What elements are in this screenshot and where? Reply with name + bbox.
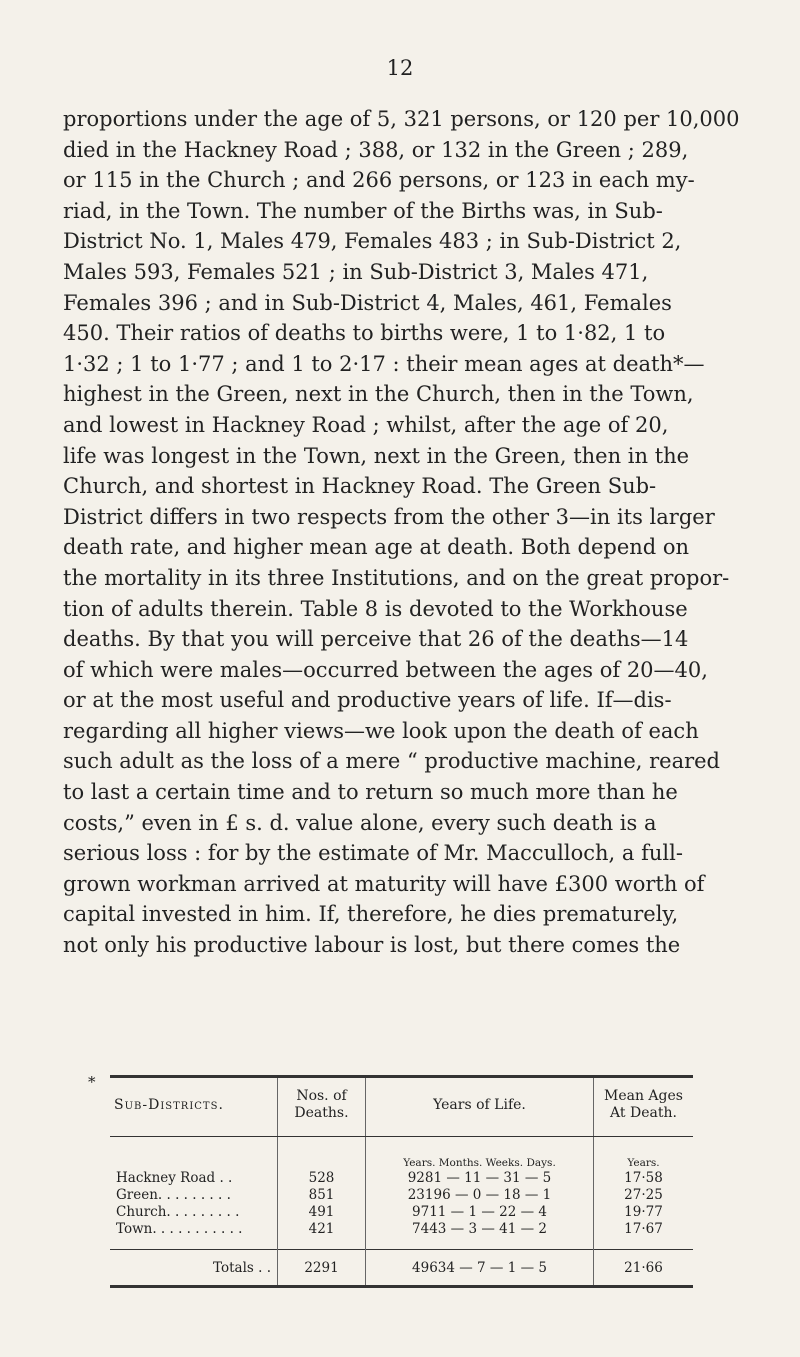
row-mean: 17·58 (624, 1169, 663, 1186)
text-line: life was longest in the Town, next in the Green, then in the (63, 443, 690, 468)
header-subdistricts: Sub-Districts. (110, 1078, 278, 1137)
spacer-row (110, 1237, 693, 1250)
text-line: capital invested in him. If, therefore, he dies prematurely, (63, 902, 679, 927)
text-line: District differs in two respects from the other 3—in its larger (63, 504, 715, 529)
totals-life: 49634 — 7 — 1 — 5 (366, 1250, 594, 1286)
row-life: 9711 — 1 — 22 — 4 (366, 1203, 594, 1220)
text-line: died in the Hackney Road ; 388, or 132 in the Green ; 289, (63, 137, 689, 162)
text-line: the mortality in its three Institutions, and on the great propor- (63, 565, 730, 590)
row-name: Green. . . . . . . . . (110, 1186, 278, 1203)
row-mean: 19·77 (624, 1203, 663, 1220)
text-line: highest in the Green, next in the Church, then in the Town, (63, 382, 694, 407)
text-line: such adult as the loss of a mere “ productive machine, reared (63, 749, 720, 774)
text-line: 450. Their ratios of deaths to births were, 1 to 1·82, 1 to (63, 321, 666, 346)
totals-label: Totals . . (110, 1250, 278, 1286)
text-line: riad, in the Town. The number of the Births was, in Sub- (63, 198, 663, 223)
table-row (110, 1203, 693, 1220)
text-line: Males 593, Females 521 ; in Sub-District 3, Males 471, (63, 259, 649, 284)
header-mean-age: Mean Ages At Death. (594, 1078, 694, 1137)
header-deaths: Nos. of Deaths. (278, 1078, 366, 1137)
row-name: Hackney Road . . (110, 1169, 278, 1186)
text-line: or 115 in the Church ; and 266 persons, or 123 in each my- (63, 168, 695, 193)
row-mean: 27·25 (624, 1186, 663, 1203)
text-line: not only his productive labour is lost, but there comes the (63, 933, 681, 958)
text-line: or at the most useful and productive years of life. If—dis- (63, 688, 672, 713)
footnote-mark: * (88, 1073, 96, 1091)
row-deaths: 851 (278, 1186, 366, 1203)
footnote-table (110, 1075, 693, 1288)
text-line: death rate, and higher mean age at death. Both depend on (63, 535, 690, 560)
body-text (63, 104, 743, 961)
row-deaths: 491 (278, 1203, 366, 1220)
row-mean: 17·67 (624, 1220, 663, 1237)
text-line: and lowest in Hackney Road ; whilst, after the age of 20, (63, 412, 669, 437)
table-row (110, 1169, 693, 1186)
row-life: 23196 — 0 — 18 — 1 (366, 1186, 594, 1203)
header-years-of-life: Years of Life. (366, 1078, 594, 1137)
row-deaths: 528 (278, 1169, 366, 1186)
text-line: tion of adults therein. Table 8 is devoted to the Workhouse (63, 596, 688, 621)
text-line: of which were males—occurred between the ages of 20—40, (63, 657, 708, 682)
text-line: 1·32 ; 1 to 1·77 ; and 1 to 2·17 : their mean ages at death*— (63, 351, 705, 376)
table-row (110, 1220, 693, 1237)
row-deaths: 421 (278, 1220, 366, 1237)
text-line: District No. 1, Males 479, Females 483 ; in Sub-District 2, (63, 229, 682, 254)
table-header-row (110, 1078, 693, 1137)
text-line: grown workman arrived at maturity will have £300 worth of (63, 871, 705, 896)
row-life: 9281 — 11 — 31 — 5 (366, 1169, 594, 1186)
totals-row (110, 1250, 693, 1286)
row-life: 7443 — 3 — 41 — 2 (366, 1220, 594, 1237)
years-units: Years. Months. Weeks. Days. (366, 1137, 594, 1170)
text-line: Females 396 ; and in Sub-District 4, Males, 461, Females (63, 290, 672, 315)
row-name: Town. . . . . . . . . . . (110, 1220, 278, 1237)
totals-deaths: 2291 (278, 1250, 366, 1286)
text-line: deaths. By that you will perceive that 26 of the deaths—14 (63, 627, 689, 652)
text-line: costs,” even in £ s. d. value alone, every such death is a (63, 810, 657, 835)
totals-mean: 21·66 (594, 1250, 694, 1286)
text-line: regarding all higher views—we look upon the death of each (63, 718, 699, 743)
mean-units: Years. (627, 1157, 660, 1169)
text-line: proportions under the age of 5, 321 persons, or 120 per 10,000 (63, 107, 740, 131)
table-row (110, 1186, 693, 1203)
text-line: Church, and shortest in Hackney Road. The Green Sub- (63, 474, 657, 499)
units-row (110, 1137, 693, 1170)
text-line: serious loss : for by the estimate of Mr. Macculloch, a full- (63, 841, 683, 866)
page-number: 12 (386, 56, 414, 80)
row-name: Church. . . . . . . . . (110, 1203, 278, 1220)
text-line: to last a certain time and to return so much more than he (63, 780, 678, 805)
